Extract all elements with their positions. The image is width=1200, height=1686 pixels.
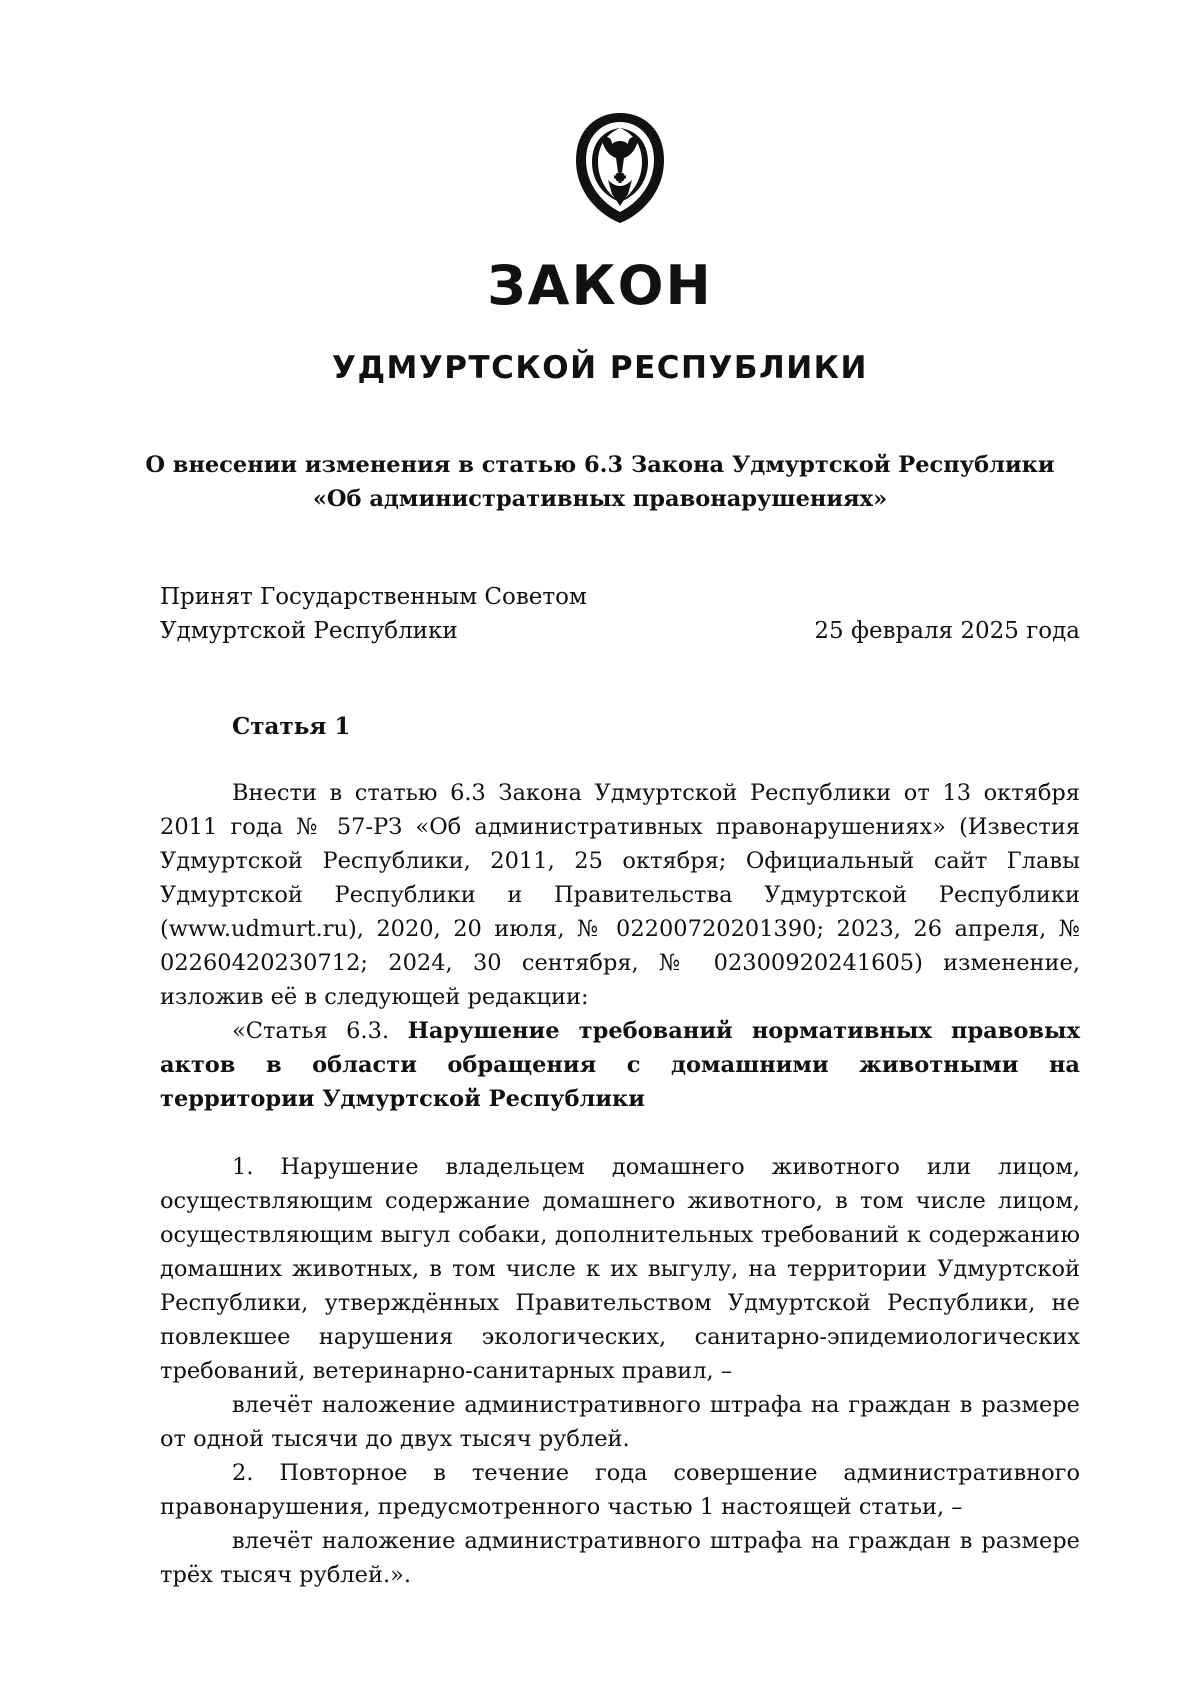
new-article-heading xyxy=(160,1014,1080,1116)
adoption-block xyxy=(160,580,1080,648)
article-heading: Статья 1 xyxy=(232,713,351,740)
new-article-title: Нарушение требований нормативных правовых актов в области обращения с домашними животными на территории Удмуртской Республики xyxy=(160,1018,1081,1112)
law-subtitle: УДМУРТСКОЙ РЕСПУБЛИКИ xyxy=(332,350,868,386)
adopted-by-line-2: Удмуртской Республики xyxy=(160,618,458,644)
part-1-paragraph: 1. Нарушение владельцем домашнего животного или лицом, осуществляющим содержание домашнего животного, в том числе лицом, осуществляющим выгул собаки, дополнительных требований к содержанию домашних животных, в том числе к их выгулу, на территории Удмуртской Республики, утверждённых Правительством Удмуртской Республики, не повлекшее нарушения экологических, санитарно-эпидемиологических требований, ветеринарно-санитарных правил, – xyxy=(160,1154,1080,1384)
coat-of-arms-icon xyxy=(572,110,668,226)
part-2-paragraph: 2. Повторное в течение года совершение административного правонарушения, предусмотренного частью 1 настоящей статьи, – xyxy=(160,1460,1080,1520)
paragraph-gap xyxy=(160,1116,1080,1150)
document-name-line-1: О внесении изменения в статью 6.3 Закона Удмуртской Республики xyxy=(145,452,1055,478)
document-name-line-2: «Об административных правонарушениях» xyxy=(312,486,888,512)
adoption-date: 25 февраля 2025 года xyxy=(814,618,1080,644)
part-1-penalty: влечёт наложение административного штрафа на граждан в размере от одной тысячи до двух тысяч рублей. xyxy=(160,1392,1080,1452)
article-1-paragraph: Внести в статью 6.3 Закона Удмуртской Республики от 13 октября 2011 года № 57-РЗ «Об административных правонарушениях» (Известия Удмуртской Республики, 2011, 25 октября; Официальный сайт Главы Удмуртской Республики и Правительства Удмуртской Республики (www.udmurt.ru), 2020, 20 июля, № 02200720201390; 2023, 26 апреля, № 02260420230712; 2024, 30 сентября, № 02300920241605) изменение, изложив её в следующей редакции: xyxy=(160,780,1080,1010)
new-article-prefix: «Статья 6.3. xyxy=(232,1018,390,1044)
adopted-by-line-1: Принят Государственным Советом xyxy=(160,584,587,610)
article-body xyxy=(160,776,1080,1592)
part-2-penalty: влечёт наложение административного штрафа на граждан в размере трёх тысяч рублей.». xyxy=(160,1528,1080,1588)
document-name xyxy=(120,448,1080,516)
law-title: ЗАКОН xyxy=(487,254,713,317)
